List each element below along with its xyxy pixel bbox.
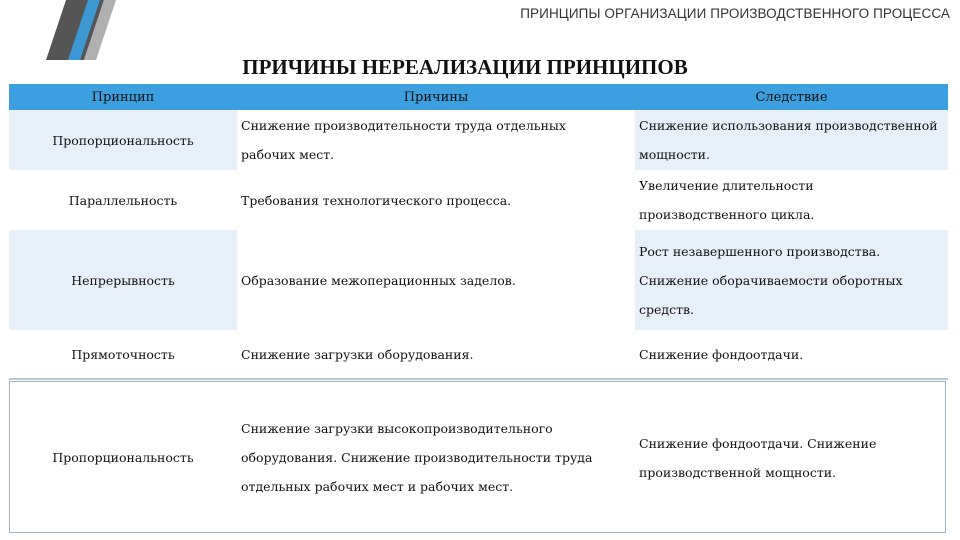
reasons-table [9,84,948,535]
column-header-causes: Причины [237,84,635,110]
slide-title: ПРИЧИНЫ НЕРЕАЛИЗАЦИИ ПРИНЦИПОВ [242,55,688,79]
effect-line: средств. [639,301,695,317]
effect-line: Увеличение длительности [639,178,814,193]
section-header-title: ПРИНЦИПЫ ОРГАНИЗАЦИИ ПРОИЗВОДСТВЕННОГО ПРОЦЕССА [520,6,950,21]
principle-cell: Пропорциональность [9,110,237,170]
table-row [9,330,948,378]
principle-cell: Пропорциональность [9,380,237,535]
table-header-row [9,84,948,110]
table-row [9,170,948,230]
cause-line: Снижение загрузки оборудования. [241,346,474,362]
effect-line: Снижение использования производственной [639,118,938,133]
cause-line: рабочих мест. [241,147,335,162]
effect-line: Снижение фондоотдачи. Снижение [639,435,877,451]
effect-line: Снижение фондоотдачи. [639,346,804,362]
cause-cell [237,110,635,170]
effect-line: мощности. [639,147,710,162]
effect-line: Рост незавершенного производства. [639,243,881,259]
principle-cell: Параллельность [9,170,237,230]
cause-cell [237,230,635,330]
effect-line: производственного цикла. [639,207,815,222]
table-row [9,230,948,330]
effect-cell [635,380,948,535]
effect-cell [635,110,948,170]
column-header-effect: Следствие [635,84,948,110]
cause-line: Требования технологического процесса. [241,192,512,208]
effect-cell [635,330,948,378]
cause-line: Образование межоперационных заделов. [241,272,516,288]
table-row [9,380,948,535]
cause-line: Снижение производительности труда отдельных [241,118,566,133]
cause-line: оборудования. Снижение производительности труда [241,450,593,465]
cause-line: отдельных рабочих мест и рабочих мест. [241,479,514,494]
cause-cell [237,170,635,230]
principle-cell: Прямоточность [9,330,237,378]
decorative-stripes [0,0,120,60]
column-header-principle: Принцип [9,84,237,110]
principle-cell: Непрерывность [9,230,237,330]
cause-line: Снижение загрузки высокопроизводительного [241,421,553,436]
table-row [9,110,948,170]
effect-cell [635,170,948,230]
cause-cell [237,330,635,378]
effect-line: производственной мощности. [639,464,837,480]
effect-cell [635,230,948,330]
effect-line: Снижение оборачиваемости оборотных [639,272,903,288]
cause-cell [237,380,635,535]
